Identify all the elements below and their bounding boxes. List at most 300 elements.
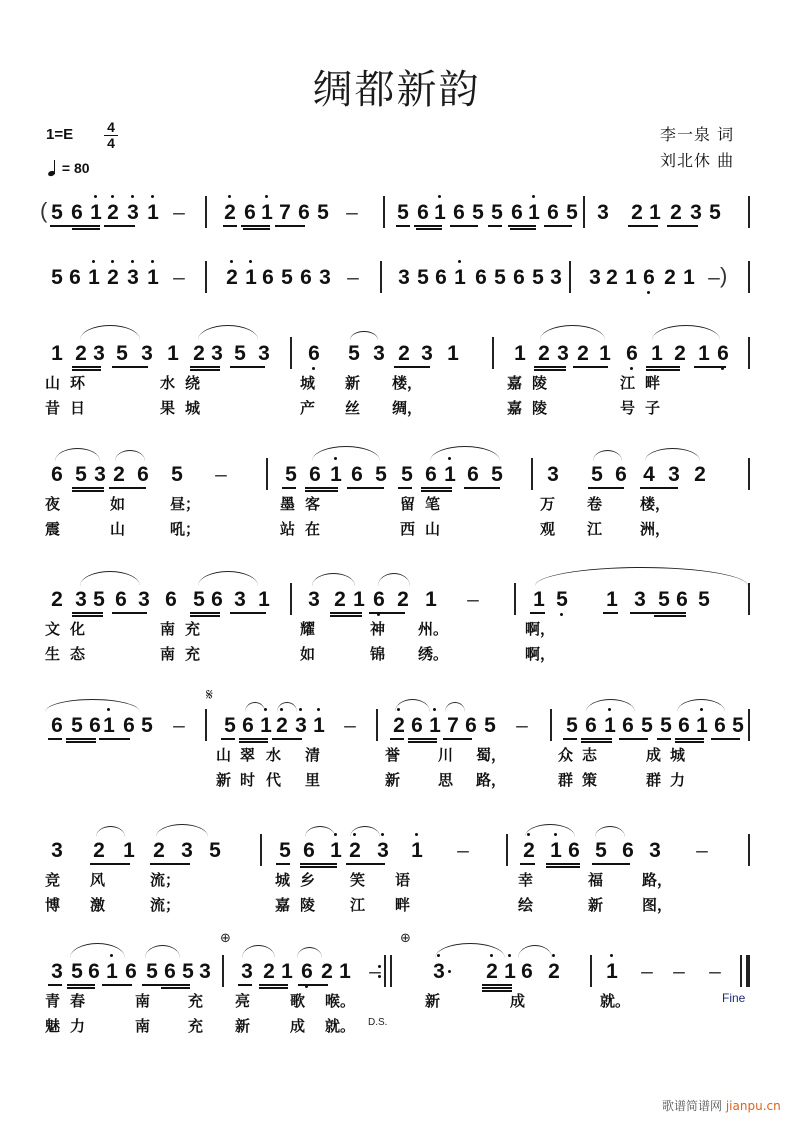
slur [70,943,125,958]
note-3: 3 [308,588,320,611]
lyric-verse-2: 站 [280,520,296,538]
note-3: 3 [258,342,270,365]
underline [581,738,612,740]
note-5: 5 [595,839,607,862]
dash-note: – [516,714,528,737]
lyric-verse-2: 在 [305,520,321,538]
note-2: 2 [51,588,63,611]
slur [677,699,725,712]
underline [300,866,337,868]
slur [518,945,552,958]
note-6: 6 [372,589,386,611]
note-3: 3 [126,267,140,289]
slur [350,826,380,837]
note-5: 5 [348,342,360,365]
octave-high-dot [508,954,511,957]
note-5: 5 [71,960,83,983]
lyric-verse-1: 幸 [518,871,534,889]
lyric-verse-2: 时 [240,771,256,789]
slur [312,573,355,586]
note-6: 6 [242,714,254,737]
note-6: 6 [51,714,63,737]
lyric-verse-1: 如 [110,495,126,513]
note-3: 3 [199,960,211,983]
note-2: 2 [577,342,589,365]
staff-line-7 [0,834,793,914]
underline [259,984,288,986]
underline [241,225,270,227]
lyric-verse-2: 陵 [532,399,548,417]
tempo-marking [48,160,90,176]
slur [593,450,622,461]
underline [711,738,740,740]
underline [628,225,658,227]
note-7: 7 [447,714,459,737]
octave-high-dot [552,954,555,957]
note-1: 1 [605,961,619,983]
lyric-verse-1: 清 [305,746,321,764]
augmentation-dot [448,970,451,973]
lyric-verse-2: 锦 [370,645,386,663]
note-1: 1 [503,961,517,983]
lyric-verse-2: 思 [438,771,454,789]
note-5: 5 [658,588,670,611]
octave-high-dot [151,260,154,263]
underline [190,366,220,368]
slur [430,446,500,461]
note-7: 7 [279,201,291,224]
dash-note: – [346,201,358,224]
lyric-verse-2: 力 [670,771,686,789]
note-5: 5 [472,201,484,224]
underline [72,228,100,230]
note-3: 3 [547,463,559,486]
octave-high-dot [151,195,154,198]
note-6: 6 [625,343,639,365]
dash-note: – [173,266,185,289]
underline [675,738,704,740]
lyricist-credit: 李一泉 词 [660,125,735,144]
note-1: 1 [606,588,618,611]
lyric-verse-1: 楼， [640,495,671,513]
note-2: 2 [321,960,333,983]
note-1: 1 [339,960,351,983]
slur [378,573,410,586]
lyric-verse-2: 群 [558,771,574,789]
note-2: 2 [225,267,239,289]
note-5: 5 [116,342,128,365]
lyric-verse-1: 笔 [425,495,441,513]
underline [275,225,305,227]
octave-high-dot [381,833,384,836]
octave-high-dot [317,708,320,711]
note-3: 3 [211,342,223,365]
slur [535,567,748,586]
underline [619,738,648,740]
note-6: 6 [298,201,310,224]
note-6: 6 [211,588,223,611]
note-6: 6 [622,839,634,862]
note-6: 6 [615,463,627,486]
note-2: 2 [694,463,706,486]
underline [190,612,220,614]
lyric-verse-2: 态 [70,645,86,663]
underline [259,987,288,989]
note-5: 5 [141,714,153,737]
time-signature-top: 4 [107,119,115,135]
barline [290,337,292,369]
note-5: 5 [698,588,710,611]
underline [421,490,452,492]
time-signature-bottom: 4 [107,135,115,151]
note-3: 3 [649,839,661,862]
underline [66,738,96,740]
octave-high-dot [433,708,436,711]
underline [72,615,103,617]
final-barline [740,955,742,987]
note-1: 1 [102,715,116,737]
lyric-verse-1: 路， [642,871,673,889]
lyric-verse-1: 陵 [532,374,548,392]
lyric-verse-2: 魅 [45,1017,61,1035]
note-3: 3 [690,201,702,224]
slur [297,947,322,958]
staff-line-3 [0,337,793,417]
note-5: 5 [182,960,194,983]
underline [544,225,572,227]
note-1: 1 [281,960,293,983]
note-6: 6 [425,463,437,486]
note-3: 3 [93,342,105,365]
lyric-verse-2: 新 [385,771,401,789]
barline [376,709,378,741]
note-6: 6 [585,714,597,737]
lyric-verse-2: 山 [110,520,126,538]
lyric-verse-2: 新 [216,771,232,789]
note-2: 2 [392,715,406,737]
note-3: 3 [634,588,646,611]
segno-icon: 𝄋 [206,685,213,704]
underline [510,228,536,230]
underline [221,738,235,740]
note-6: 6 [417,201,429,224]
slur [96,826,125,837]
dash-note: – [344,714,356,737]
underline [230,612,266,614]
staff-line-6 [0,685,793,789]
underline [190,369,220,371]
lyric-verse-1: 蜀， [476,746,507,764]
lyric-verse-2: 成 [290,1017,306,1035]
lyric-verse-1: 山 [45,374,61,392]
underline [90,863,130,865]
lyric-verse-2: 策 [582,771,598,789]
lyric-verse-1: 誉 [385,746,401,764]
note-1: 1 [683,266,695,289]
note-3: 3 [51,839,63,862]
underline [581,741,612,743]
lyric-verse-1: 昼； [170,495,201,513]
note-2: 2 [348,840,362,862]
barline [506,834,508,866]
lyric-verse-2: 畔 [395,896,411,914]
underline [150,863,190,865]
note-1: 1 [447,342,459,365]
lyric-verse-2: 昔 [45,399,61,417]
lyric-verse-1: 楼， [392,374,423,392]
note-3: 3 [234,588,246,611]
underline [346,863,385,865]
lyric-verse-1: 文 [45,620,61,638]
note-1: 1 [146,267,160,289]
underline [573,366,608,368]
note-2: 2 [113,463,125,486]
slur [350,331,378,340]
dash-note: – [673,960,685,983]
lyric-verse-2: 群 [646,771,662,789]
underline [592,863,630,865]
note-6: 6 [465,714,477,737]
lyric-verse-1: 语 [395,871,411,889]
note-6: 6 [51,463,63,486]
note-2: 2 [263,960,275,983]
barline [748,709,750,741]
lyric-verse-2: 江 [350,896,366,914]
barline [748,583,750,615]
underline [646,369,680,371]
underline [443,738,472,740]
barline [583,196,585,228]
lyric-verse-1: 州。 [418,620,449,638]
note-3: 3 [668,463,680,486]
underline [142,984,190,986]
barline [531,458,533,490]
octave-high-dot [92,260,95,263]
octave-high-dot [228,195,231,198]
octave-high-dot [111,195,114,198]
note-5: 5 [491,463,503,486]
final-barline [746,955,749,987]
time-signature [104,120,118,151]
octave-high-dot [415,833,418,836]
lyric-verse-1: 畔 [645,374,661,392]
barline [380,261,382,293]
watermark [662,1097,781,1114]
note-1: 1 [258,588,270,611]
note-1: 1 [410,840,424,862]
lyric-verse-1: 充 [188,992,204,1010]
underline [109,487,146,489]
underline [272,738,302,740]
note-3: 3 [75,588,87,611]
underline [330,612,362,614]
underline [190,615,220,617]
lyric-verse-1: 笑 [350,871,366,889]
close-paren: ) [720,263,728,288]
note-6: 6 [125,960,137,983]
octave-low-dot [630,367,633,370]
underline [298,984,328,986]
note-6: 6 [244,201,256,224]
note-3: 3 [550,266,562,289]
slur [435,943,505,958]
lyric-verse-1: 福 [588,871,604,889]
slur [595,826,625,837]
dash-note: – [347,266,359,289]
watermark-cn: 歌谱简谱网 [662,1099,723,1113]
slur [277,702,297,712]
lyric-verse-2: 图， [642,896,673,914]
barline [260,834,262,866]
lyric-verse-1: 卷 [587,495,603,513]
underline [421,487,452,489]
note-1: 1 [433,202,447,224]
barline [266,458,268,490]
staff-line-2 [0,261,793,301]
note-2: 2 [485,961,499,983]
barline [290,583,292,615]
note-6: 6 [678,714,690,737]
octave-high-dot [249,260,252,263]
underline [414,225,442,227]
lyric-verse-1: 川 [438,746,454,764]
note-2: 2 [674,342,686,365]
note-5: 5 [566,201,578,224]
underline [646,366,680,368]
note-5: 5 [491,201,503,224]
note-5: 5 [484,714,496,737]
note-6: 6 [411,714,423,737]
underline [300,863,337,865]
underline [534,366,566,368]
barline [222,955,224,987]
note-1: 1 [89,202,103,224]
underline [488,225,502,227]
underline [667,225,698,227]
note-1: 1 [425,588,437,611]
lyric-verse-2: 代 [266,771,282,789]
note-5: 5 [71,714,83,737]
underline [102,984,132,986]
lyric-verse-2: 号 [620,399,636,417]
fine-marking: Fine [722,991,746,1005]
credits [660,122,734,174]
lyric-verse-2: 绘 [518,896,534,914]
underline [520,863,535,865]
lyric-verse-1: 环 [70,374,86,392]
barline [748,261,750,293]
slur [645,448,700,461]
lyric-verse-2: 丝 [345,399,361,417]
lyric-verse-1: 竞 [45,871,61,889]
lyric-verse-2: 南 [135,1017,151,1035]
note-1: 1 [312,715,326,737]
lyric-verse-2: 吼； [170,520,201,538]
staff-line-8 [0,931,793,1035]
lyric-verse-2: 果 [160,399,176,417]
slur [312,446,380,461]
lyric-verse-1: 流； [150,871,181,889]
underline [482,990,512,992]
repeat-barline [390,955,392,987]
octave-high-dot [131,260,134,263]
note-3: 3 [597,201,609,224]
octave-high-dot [131,195,134,198]
underline [239,741,268,743]
note-1: 1 [259,715,273,737]
note-5: 5 [193,588,205,611]
lyric-verse-2: 山 [425,520,441,538]
note-2: 2 [153,839,165,862]
lyric-verse-2: 就。 [325,1017,356,1035]
note-1: 1 [443,464,457,486]
note-6: 6 [164,960,176,983]
octave-high-dot [230,260,233,263]
lyric-verse-1: 青 [45,992,61,1010]
note-6: 6 [475,266,487,289]
lyric-verse-2: 充 [188,1017,204,1035]
note-3: 3 [294,715,308,737]
lyric-verse-1: 志 [582,746,598,764]
lyric-verse-2: 激 [90,896,106,914]
note-5: 5 [641,714,653,737]
note-2: 2 [398,342,410,365]
octave-high-dot [610,954,613,957]
lyric-verse-1: 南 [160,620,176,638]
barline [205,196,207,228]
note-6: 6 [165,588,177,611]
note-6: 6 [568,839,580,862]
underline [48,738,62,740]
note-5: 5 [397,201,409,224]
note-3: 3 [51,960,63,983]
note-2: 2 [547,961,561,983]
lyric-verse-1: 江 [620,374,636,392]
lyric-verse-1: 万 [540,495,556,513]
dash-note: – [709,960,721,983]
note-1: 1 [244,267,258,289]
note-1: 1 [87,267,101,289]
note-5: 5 [375,463,387,486]
note-5: 5 [281,266,293,289]
underline [72,369,101,371]
lyric-verse-1: 水 [160,374,176,392]
lyric-verse-1: 绕 [185,374,201,392]
note-6: 6 [511,201,523,224]
note-2: 2 [193,342,205,365]
lyric-verse-1: 南 [135,992,151,1010]
note-5: 5 [566,714,578,737]
underline [223,225,237,227]
slur [156,824,208,837]
dash-note: – [369,960,381,983]
lyric-verse-1: 风 [90,871,106,889]
lyric-verse-1: 喉。 [325,992,356,1010]
lyric-verse-2: 嘉 [507,399,523,417]
note-6: 6 [303,839,315,862]
note-1: 1 [698,342,710,365]
underline [112,366,148,368]
underline [67,984,95,986]
lyric-verse-1: 春 [70,992,86,1010]
underline [72,612,103,614]
note-5: 5 [709,201,721,224]
ds-marking: D.S. [368,1017,388,1028]
underline [243,228,270,230]
note-2: 2 [106,202,120,224]
lyric-verse-1: 城 [670,746,686,764]
note-5: 5 [75,463,87,486]
